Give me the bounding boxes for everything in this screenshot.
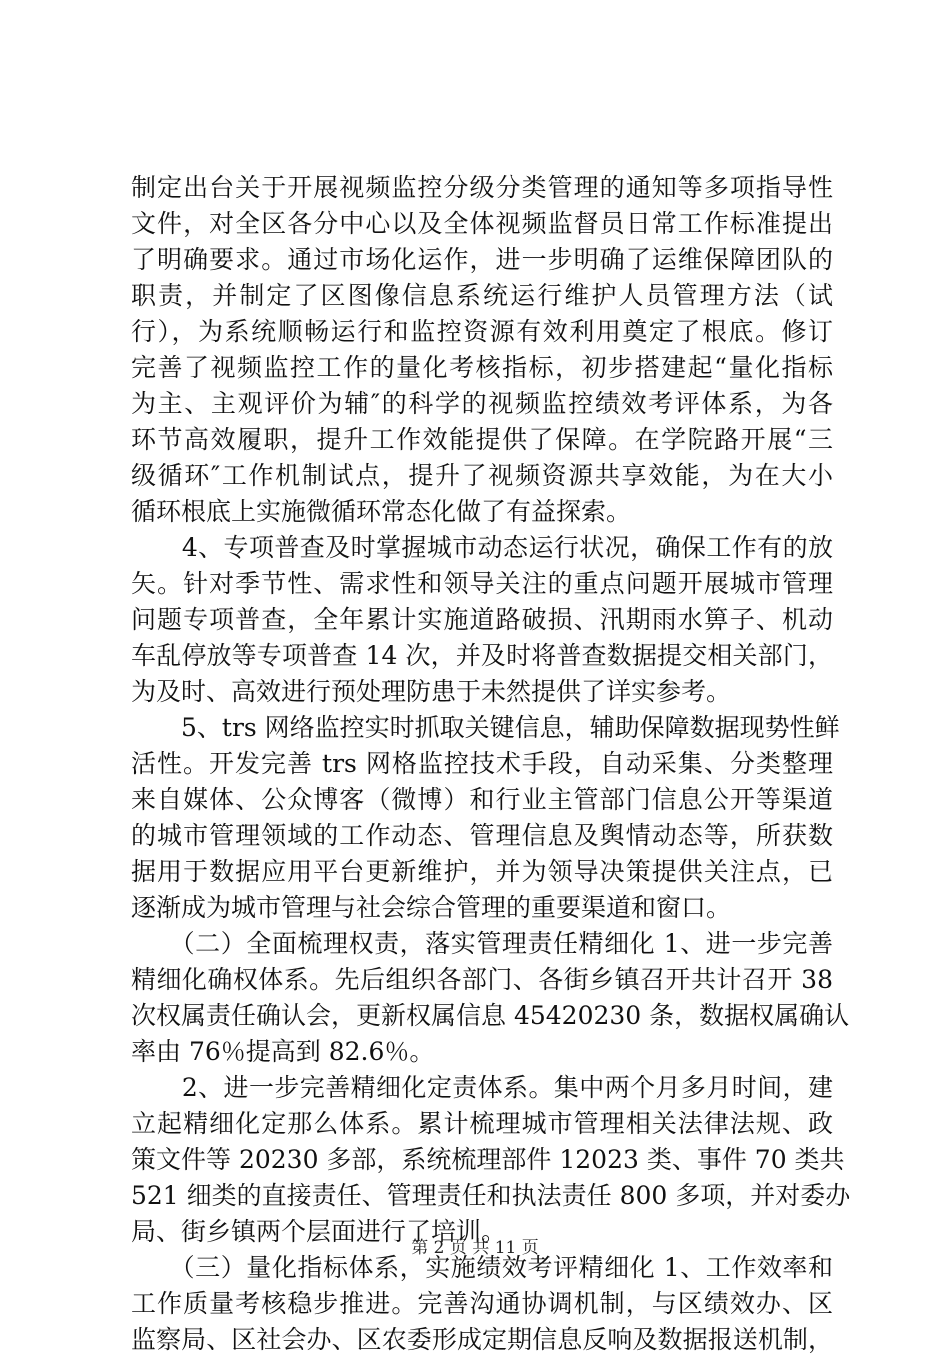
text-line: 循环根底上实施微循环常态化做了有益探索。 [131, 497, 632, 526]
text-line: 环节高效履职，提升工作效能提供了保障。在学院路开展“三 [131, 425, 833, 454]
text-line: 活性。开发完善 trs 网格监控技术手段，自动采集、分类整理 [131, 749, 833, 778]
text-line: （二）全面梳理权责，落实管理责任精细化 1、进一步完善 [131, 929, 833, 958]
text-line: 完善了视频监控工作的量化考核指标，初步搭建起“量化指标 [131, 353, 833, 382]
page-footer: 第 2 页 共 11 页 [411, 1238, 539, 1258]
text-line: 工作质量考核稳步推进。完善沟通协调机制，与区绩效办、区 [131, 1289, 833, 1318]
text-line: 级循环″工作机制试点，提升了视频资源共享效能，为在大小 [131, 461, 833, 490]
text-line: 制定出台关于开展视频监控分级分类管理的通知等多项指导性 [131, 173, 833, 202]
text-line: 率由 76％提高到 82.6％。 [131, 1037, 435, 1066]
text-line: 据用于数据应用平台更新维护，并为领导决策提供关注点，已 [131, 857, 833, 886]
text-line: 为主、主观评价为辅″的科学的视频监控绩效考评体系，为各 [131, 389, 833, 418]
text-line: 矢。针对季节性、需求性和领导关注的重点问题开展城市管理 [131, 569, 833, 598]
text-line: 逐渐成为城市管理与社会综合管理的重要渠道和窗口。 [131, 893, 732, 922]
text-line: 行），为系统顺畅运行和监控资源有效利用奠定了根底。修订 [131, 317, 833, 346]
text-line: 为及时、高效进行预处理防患于未然提供了详实参考。 [131, 677, 732, 706]
text-line: 策文件等 20230 多部，系统梳理部件 12023 类、事件 70 类共 [131, 1145, 845, 1174]
text-line: 521 细类的直接责任、管理责任和执法责任 800 多项，并对委办 [131, 1181, 851, 1210]
text-line: 5、trs 网络监控实时抓取关键信息，辅助保障数据现势性鲜 [131, 713, 840, 742]
text-line: （三）量化指标体系，实施绩效考评精细化 1、工作效率和 [131, 1253, 833, 1282]
document-body [131, 170, 851, 1358]
text-line: 文件，对全区各分中心以及全体视频监督员日常工作标准提出 [131, 209, 833, 238]
text-line: 了明确要求。通过市场化运作，进一步明确了运维保障团队的 [131, 245, 833, 274]
text-line: 立起精细化定那么体系。累计梳理城市管理相关法律法规、政 [131, 1109, 833, 1138]
text-line: 车乱停放等专项普查 14 次，并及时将普查数据提交相关部门， [131, 641, 833, 670]
text-line: 问题专项普查，全年累计实施道路破损、汛期雨水箅子、机动 [131, 605, 833, 634]
text-line: 次权属责任确认会，更新权属信息 45420230 条，数据权属确认 [131, 1001, 850, 1030]
text-line: 职责，并制定了区图像信息系统运行维护人员管理方法（试 [131, 281, 833, 310]
text-line: 局、街乡镇两个层面进行了培训。 [131, 1217, 507, 1246]
text-line: 2、进一步完善精细化定责体系。集中两个月多月时间，建 [131, 1073, 833, 1102]
text-line: 的城市管理领域的工作动态、管理信息及舆情动态等，所获数 [131, 821, 833, 850]
text-line: 来自媒体、公众博客（微博）和行业主管部门信息公开等渠道 [131, 785, 833, 814]
text-line: 精细化确权体系。先后组织各部门、各街乡镇召开共计召开 38 [131, 965, 833, 994]
text-line: 监察局、区社会办、区农委形成定期信息反响及数据报送机制， [131, 1325, 833, 1354]
text-line: 4、专项普查及时掌握城市动态运行状况，确保工作有的放 [131, 533, 833, 562]
